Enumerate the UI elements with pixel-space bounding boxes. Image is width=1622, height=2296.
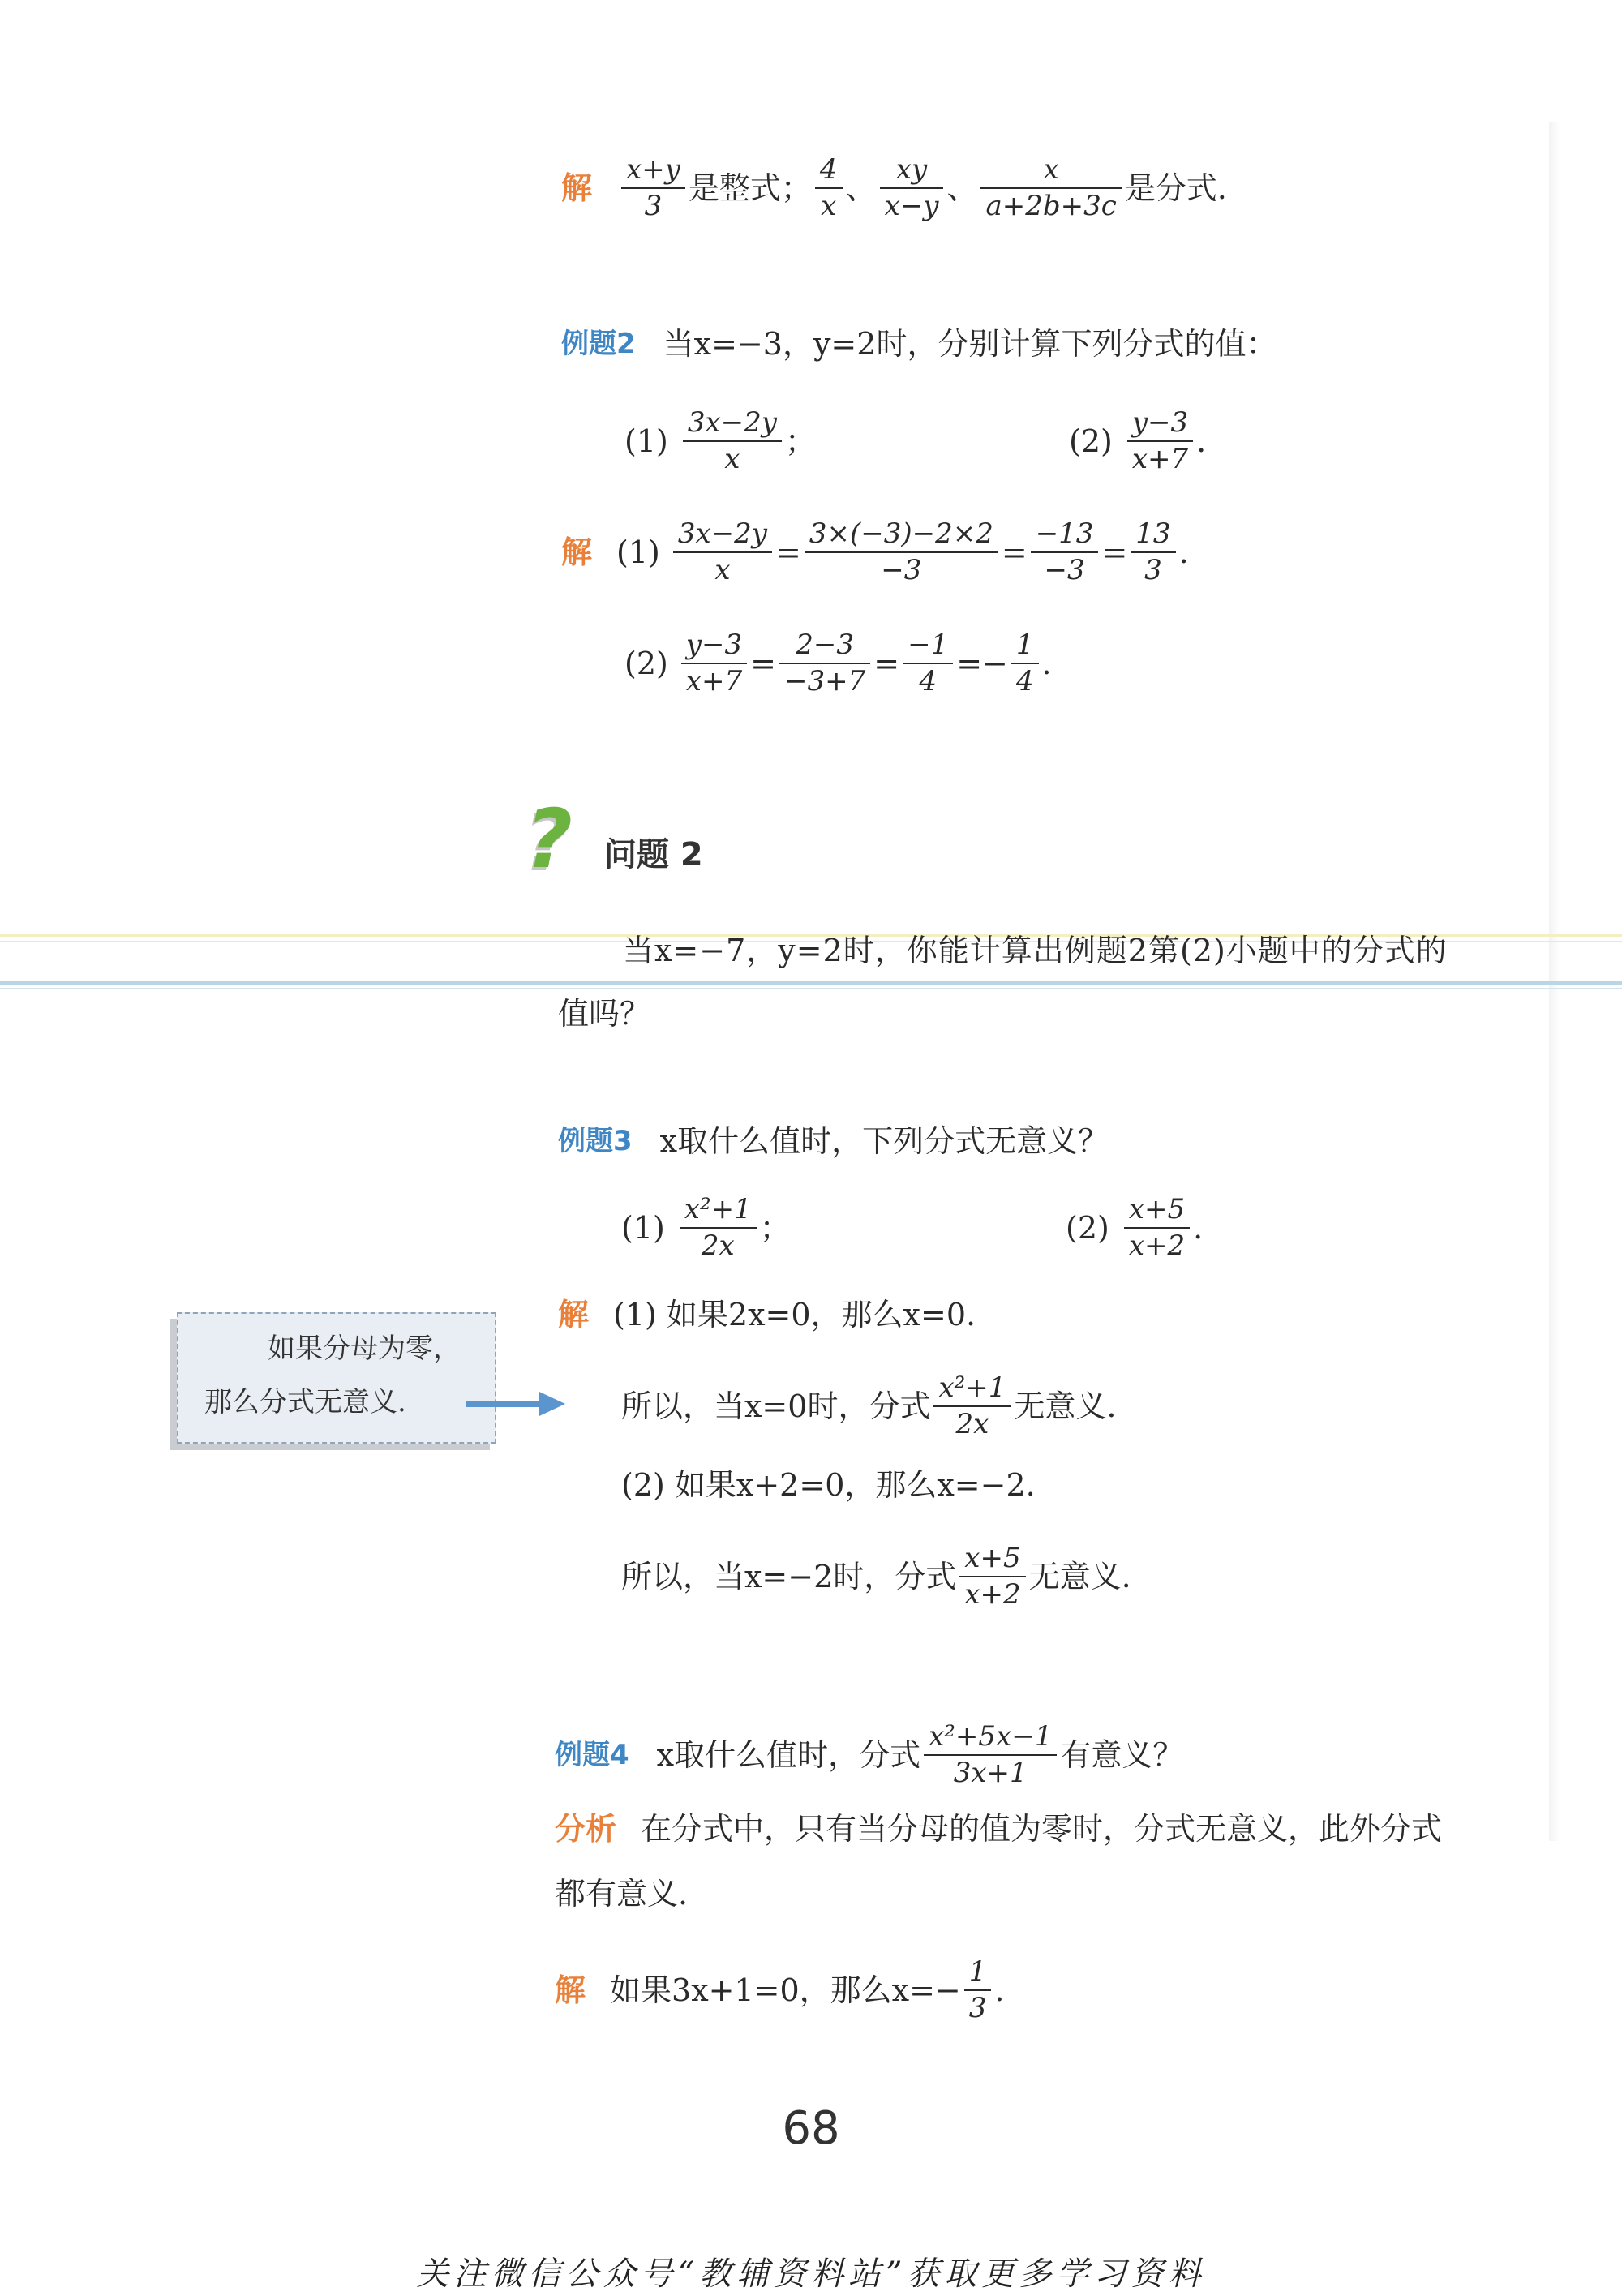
- fraction: $\frac{x}{a+2b+3c}$: [980, 152, 1121, 223]
- fraction: $\frac{3x-2y}{x}$: [673, 517, 772, 587]
- question-title: 问题 2: [604, 836, 703, 873]
- example2-item1: [624, 406, 816, 476]
- solution-label: 解: [561, 170, 593, 206]
- punctuation: .: [1178, 534, 1189, 570]
- solution-text: 所以，当x=0时，分式: [621, 1388, 931, 1424]
- arrow-right-icon: [466, 1390, 568, 1418]
- fraction: $\frac{-13}{-3}$: [1031, 517, 1099, 587]
- footer-note: 关注微信公众号“教辅资料站”获取更多学习资料: [416, 2255, 1206, 2293]
- example4-heading: [555, 1719, 1183, 1790]
- fraction: $\frac{xy}{x-y}$: [880, 152, 944, 223]
- fraction: $\frac{x+5}{x+2}$: [959, 1541, 1025, 1611]
- fraction: $\frac{\text{x²+1}}{2x}$: [933, 1371, 1011, 1441]
- punctuation: .: [994, 1972, 1005, 2008]
- example3-solution-line2: [621, 1371, 1116, 1441]
- fraction: $\frac{x+y}{3}$: [621, 152, 685, 223]
- fraction: $\frac{4}{x}$: [815, 152, 843, 223]
- divider-band-bottom: [0, 988, 1622, 989]
- text: 是分式.: [1124, 170, 1227, 206]
- question-text-line2: 值吗？: [558, 996, 651, 1032]
- solution-label: 解: [561, 534, 593, 570]
- example2-item2: [1069, 406, 1206, 476]
- fraction: $\frac{1}{3}$: [964, 1955, 992, 2025]
- fraction: $\frac{3\times(-3)-2\times 2}{-3}$: [805, 517, 998, 587]
- example4-solution: [555, 1955, 1005, 2025]
- example-label: 例题3: [558, 1125, 633, 1157]
- example-label: 例题2: [561, 328, 636, 360]
- example2-heading: [561, 326, 1277, 362]
- item-number: (1): [616, 534, 660, 570]
- example-label: 例题4: [555, 1738, 629, 1771]
- equals: =: [775, 534, 801, 570]
- example3-solution-line4: [621, 1541, 1131, 1611]
- solution1-line: [561, 152, 1227, 223]
- analysis-text: 在分式中，只有当分母的值为零时，分式无意义，此外分式: [641, 1811, 1443, 1847]
- separator: 、: [946, 170, 978, 206]
- fraction: $\frac{-1}{4}$: [903, 628, 953, 698]
- fraction: $\frac{\text{x²+1}}{2x}$: [680, 1192, 757, 1263]
- example2-solution-part1: [561, 517, 1189, 587]
- example-prompt: x取什么值时，下列分式无意义？: [659, 1123, 1109, 1159]
- fraction: $\frac{y-3}{x+7}$: [681, 628, 747, 698]
- item-number: (1): [621, 1209, 665, 1246]
- equals: =: [750, 645, 776, 681]
- example-prompt: 当x=−3，y=2时，分别计算下列分式的值：: [663, 326, 1277, 362]
- side-note-line1: 如果分母为零，: [268, 1333, 461, 1365]
- text: 是整式；: [688, 170, 812, 206]
- example3-solution-line1: [558, 1297, 976, 1333]
- example3-item2: [1066, 1192, 1203, 1263]
- example3-item1: [621, 1192, 791, 1263]
- question-text-line1: 当x=−7，y=2时，你能计算出例题2第(2)小题中的分式的: [623, 933, 1448, 968]
- page-number: 68: [782, 2102, 840, 2155]
- punctuation: .: [1041, 645, 1052, 681]
- example-prompt: 有意义？: [1060, 1736, 1184, 1773]
- punctuation: .: [1193, 1209, 1204, 1246]
- example2-solution-part2: [624, 628, 1052, 698]
- solution-text: 无意义.: [1028, 1558, 1131, 1594]
- equals: =: [1101, 534, 1128, 570]
- item-number: (1): [624, 423, 668, 459]
- fraction: $\frac{2-3}{-3+7}$: [779, 628, 870, 698]
- fraction: $\frac{y-3}{x+7}$: [1127, 406, 1193, 476]
- fraction: $\frac{1}{4}$: [1011, 628, 1039, 698]
- solution-text: 所以，当x=−2时，分式: [621, 1558, 957, 1594]
- fraction: $\frac{13}{3}$: [1131, 517, 1175, 587]
- solution-text: (1) 如果2x=0，那么x=0.: [613, 1297, 976, 1333]
- punctuation: ；: [784, 423, 816, 459]
- equals: =: [873, 645, 900, 681]
- solution-text: 如果3x+1=0，那么x=−: [610, 1972, 961, 2008]
- example3-solution-line3: (2) 如果x+2=0，那么x=−2.: [621, 1467, 1036, 1503]
- item-number: (2): [624, 645, 668, 681]
- side-note-line2: 那么分式无意义.: [204, 1386, 406, 1418]
- example4-analysis-line1: [555, 1811, 1443, 1847]
- solution-text: 无意义.: [1014, 1388, 1117, 1424]
- question-mark-icon: ?: [526, 792, 573, 886]
- separator: 、: [845, 170, 877, 206]
- example3-heading: [558, 1123, 1109, 1159]
- fraction: $\frac{3x-2y}{x}$: [683, 406, 782, 476]
- fraction: $\frac{x+5}{x+2}$: [1124, 1192, 1190, 1263]
- punctuation: ；: [759, 1209, 791, 1246]
- divider-band-bottom: [0, 981, 1622, 985]
- item-number: (2): [1066, 1209, 1109, 1246]
- fraction: $\frac{\text{x²+5x−1}}{3x+1}$: [924, 1719, 1057, 1790]
- equals: =: [1001, 534, 1028, 570]
- analysis-label: 分析: [555, 1811, 617, 1847]
- equals: =−: [956, 645, 1008, 681]
- solution-label: 解: [555, 1972, 586, 2008]
- example4-analysis-line2: 都有意义.: [555, 1876, 689, 1912]
- item-number: (2): [1069, 423, 1113, 459]
- example-prompt: x取什么值时，分式: [656, 1736, 921, 1773]
- solution-label: 解: [558, 1297, 590, 1333]
- punctuation: .: [1196, 423, 1207, 459]
